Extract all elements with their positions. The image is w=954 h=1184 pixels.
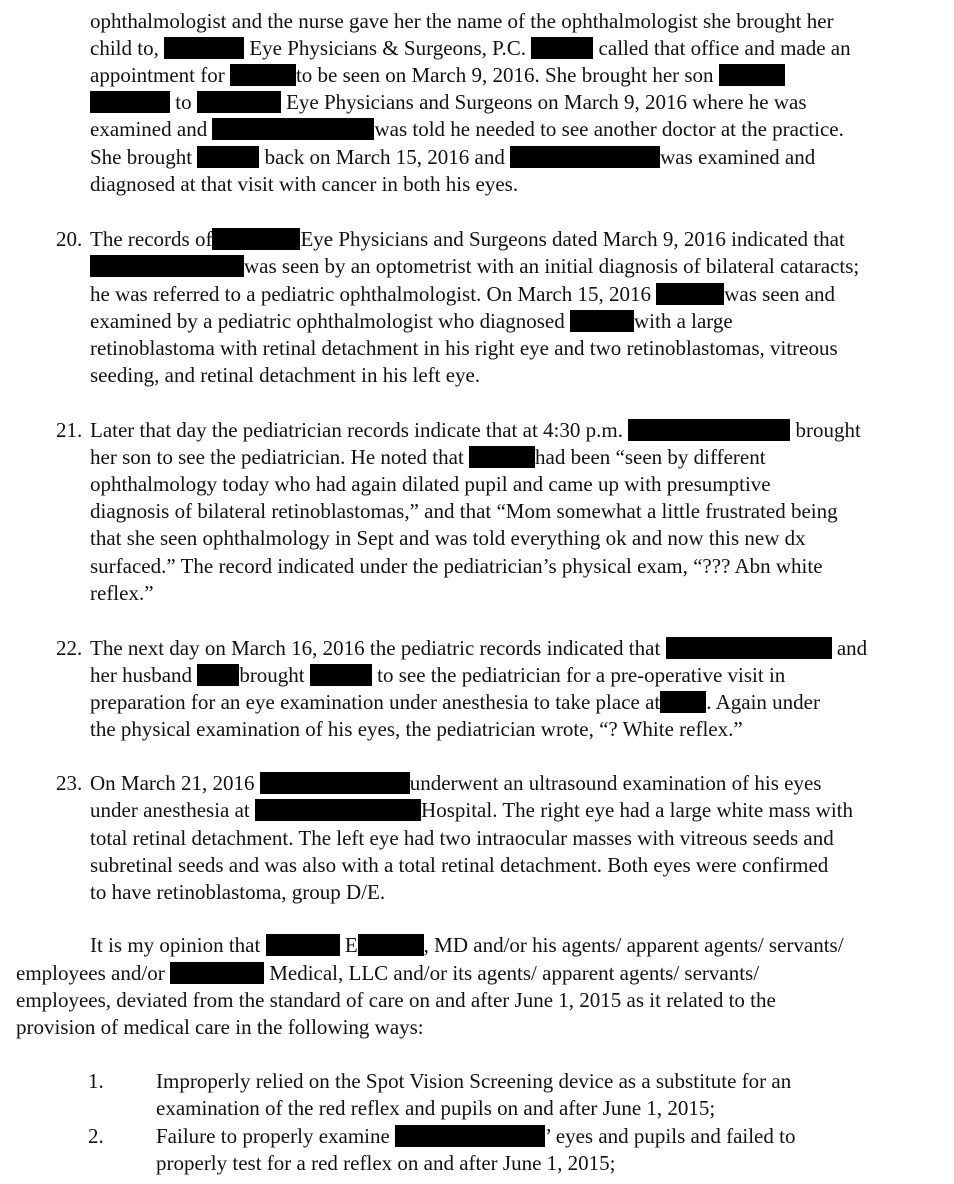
text: child to, <box>90 36 159 60</box>
list-number: 2. <box>88 1124 104 1148</box>
text: employees and/or <box>16 961 165 985</box>
text-line <box>90 471 771 498</box>
text-line <box>90 35 851 62</box>
redaction-bar <box>212 228 300 250</box>
text-line <box>90 770 821 797</box>
text: reflex.” <box>90 581 154 605</box>
text: to be seen on March 9, 2016. She brought her son <box>295 63 714 87</box>
text-line <box>90 635 867 662</box>
text: was seen and <box>724 282 836 306</box>
text-line <box>90 525 806 552</box>
text: brought <box>239 663 305 687</box>
text-line <box>90 62 785 89</box>
text: under anesthesia at <box>90 798 250 822</box>
redaction-bar <box>719 64 785 86</box>
text: the physical examination of his eyes, the pediatrician wrote, “? White reflex.” <box>90 717 743 741</box>
redaction-bar <box>90 255 244 277</box>
text: had been “seen by different <box>535 445 766 469</box>
text-line <box>90 253 859 280</box>
text-line <box>90 226 845 253</box>
text: ophthalmology today who had again dilated pupil and came up with presumptive <box>90 472 771 496</box>
text-line <box>156 1150 616 1177</box>
redaction-bar <box>310 664 372 686</box>
redaction-bar <box>510 146 660 168</box>
text-line <box>90 444 766 471</box>
redaction-bar <box>260 772 410 794</box>
redaction-bar <box>469 446 535 468</box>
text: that she seen ophthalmology in Sept and was told everything ok and now this new dx <box>90 526 806 550</box>
redaction-bar <box>395 1125 545 1147</box>
text: provision of medical care in the following ways: <box>16 1015 424 1039</box>
text: to have retinoblastoma, group D/E. <box>90 880 386 904</box>
text: examination of the red reflex and pupils on and after June 1, 2015; <box>156 1096 716 1120</box>
text: underwent an ultrasound examination of his eyes <box>409 771 822 795</box>
list-number: 1. <box>88 1069 104 1093</box>
text: total retinal detachment. The left eye had two intraocular masses with vitreous seeds and <box>90 826 834 850</box>
text-line <box>90 335 838 362</box>
text: E <box>344 933 358 957</box>
text: with a large <box>633 309 733 333</box>
text: . Again under <box>706 690 820 714</box>
text: She brought <box>90 145 193 169</box>
text-line <box>90 689 820 716</box>
text: retinoblastoma with retinal detachment in his right eye and two retinoblastomas, vitreous <box>90 336 838 360</box>
text: The next day on March 16, 2016 the pediatric records indicated that <box>90 636 661 660</box>
text-line <box>156 1068 791 1095</box>
text: called that office and made an <box>598 36 851 60</box>
text-line <box>90 144 815 171</box>
text: diagnosed at that visit with cancer in both his eyes. <box>90 172 519 196</box>
text: to <box>175 90 192 114</box>
paragraph-number: 22. <box>56 636 83 660</box>
text: Eye Physicians and Surgeons dated March 9, 2016 indicated that <box>300 227 845 251</box>
text: to see the pediatrician for a pre-operative visit in <box>377 663 786 687</box>
text-line <box>16 960 759 987</box>
redaction-bar <box>212 118 374 140</box>
text-line <box>90 89 807 116</box>
text: diagnosis of bilateral retinoblastomas,” and that “Mom somewhat a little frustrated being <box>90 499 838 523</box>
text-line <box>90 716 743 743</box>
text: was told he needed to see another doctor at the practice. <box>374 117 844 141</box>
text: examined and <box>90 117 208 141</box>
text: ophthalmologist and the nurse gave her the name of the ophthalmologist she brought her <box>90 9 834 33</box>
text-line <box>90 116 844 143</box>
text-line <box>90 308 733 335</box>
text: Eye Physicians & Surgeons, P.C. <box>249 36 527 60</box>
redaction-bar <box>628 419 790 441</box>
text: examined by a pediatric ophthalmologist who diagnosed <box>90 309 565 333</box>
text: properly test for a red reflex on and after June 1, 2015; <box>156 1151 616 1175</box>
redaction-bar <box>570 310 634 332</box>
text-line <box>90 281 835 308</box>
redaction-bar <box>197 146 259 168</box>
paragraph-number: 21. <box>56 418 83 442</box>
text: Improperly relied on the Spot Vision Screening device as a substitute for an <box>156 1069 792 1093</box>
text-line <box>156 1095 715 1122</box>
redaction-bar <box>358 934 424 956</box>
text-line <box>90 825 834 852</box>
text: and <box>836 636 868 660</box>
text-line <box>90 498 838 525</box>
text: preparation for an eye examination under anesthesia to take place at <box>90 690 661 714</box>
text: he was referred to a pediatric ophthalmologist. On March 15, 2016 <box>90 282 652 306</box>
text: The records of <box>90 227 213 251</box>
redaction-bar <box>197 664 239 686</box>
redaction-bar <box>656 283 724 305</box>
text: her son to see the pediatrician. He noted that <box>90 445 464 469</box>
text-line <box>90 932 844 959</box>
text: surfaced.” The record indicated under the pediatrician’s physical exam, “??? Abn white <box>90 554 823 578</box>
text-line <box>90 171 518 198</box>
text: back on March 15, 2016 and <box>264 145 505 169</box>
text: her husband <box>90 663 193 687</box>
text: On March 21, 2016 <box>90 771 255 795</box>
redaction-bar <box>164 37 244 59</box>
text: seeding, and retinal detachment in his left eye. <box>90 363 481 387</box>
text: ’ eyes and pupils and failed to <box>545 1124 796 1148</box>
text: was seen by an optometrist with an initial diagnosis of bilateral cataracts; <box>244 254 860 278</box>
text-line <box>90 580 154 607</box>
text-line <box>90 8 834 35</box>
text-line <box>90 879 385 906</box>
redaction-bar <box>266 934 340 956</box>
text-line <box>90 797 853 824</box>
paragraph-number: 23. <box>56 771 83 795</box>
text: Later that day the pediatrician records indicate that at 4:30 p.m. <box>90 418 623 442</box>
redaction-bar <box>170 962 264 984</box>
redaction-bar <box>660 691 706 713</box>
text-line <box>90 553 823 580</box>
text-line <box>16 1014 424 1041</box>
text: Eye Physicians and Surgeons on March 9, 2016 where he was <box>286 90 807 114</box>
redaction-bar <box>255 799 421 821</box>
text-line <box>90 362 480 389</box>
text: It is my opinion that <box>90 933 261 957</box>
text-line <box>90 662 785 689</box>
text: , MD and/or his agents/ apparent agents/ servants/ <box>423 933 844 957</box>
text-line <box>90 852 828 879</box>
text: subretinal seeds and was also with a total retinal detachment. Both eyes were confirmed <box>90 853 829 877</box>
text: appointment for <box>90 63 225 87</box>
redaction-bar <box>531 37 593 59</box>
text-line <box>90 417 861 444</box>
text: employees, deviated from the standard of care on and after June 1, 2015 as it related to the <box>16 988 776 1012</box>
text: Medical, LLC and/or its agents/ apparent agents/ servants/ <box>269 961 760 985</box>
redaction-bar <box>197 91 281 113</box>
text: Hospital. The right eye had a large white mass with <box>421 798 853 822</box>
text: Failure to properly examine <box>156 1124 390 1148</box>
text-line <box>16 987 776 1014</box>
paragraph-number: 20. <box>56 227 83 251</box>
text: was examined and <box>660 145 816 169</box>
text-line <box>156 1123 795 1150</box>
redaction-bar <box>230 64 296 86</box>
redaction-bar <box>666 637 832 659</box>
text: brought <box>795 418 861 442</box>
redaction-bar <box>90 91 170 113</box>
